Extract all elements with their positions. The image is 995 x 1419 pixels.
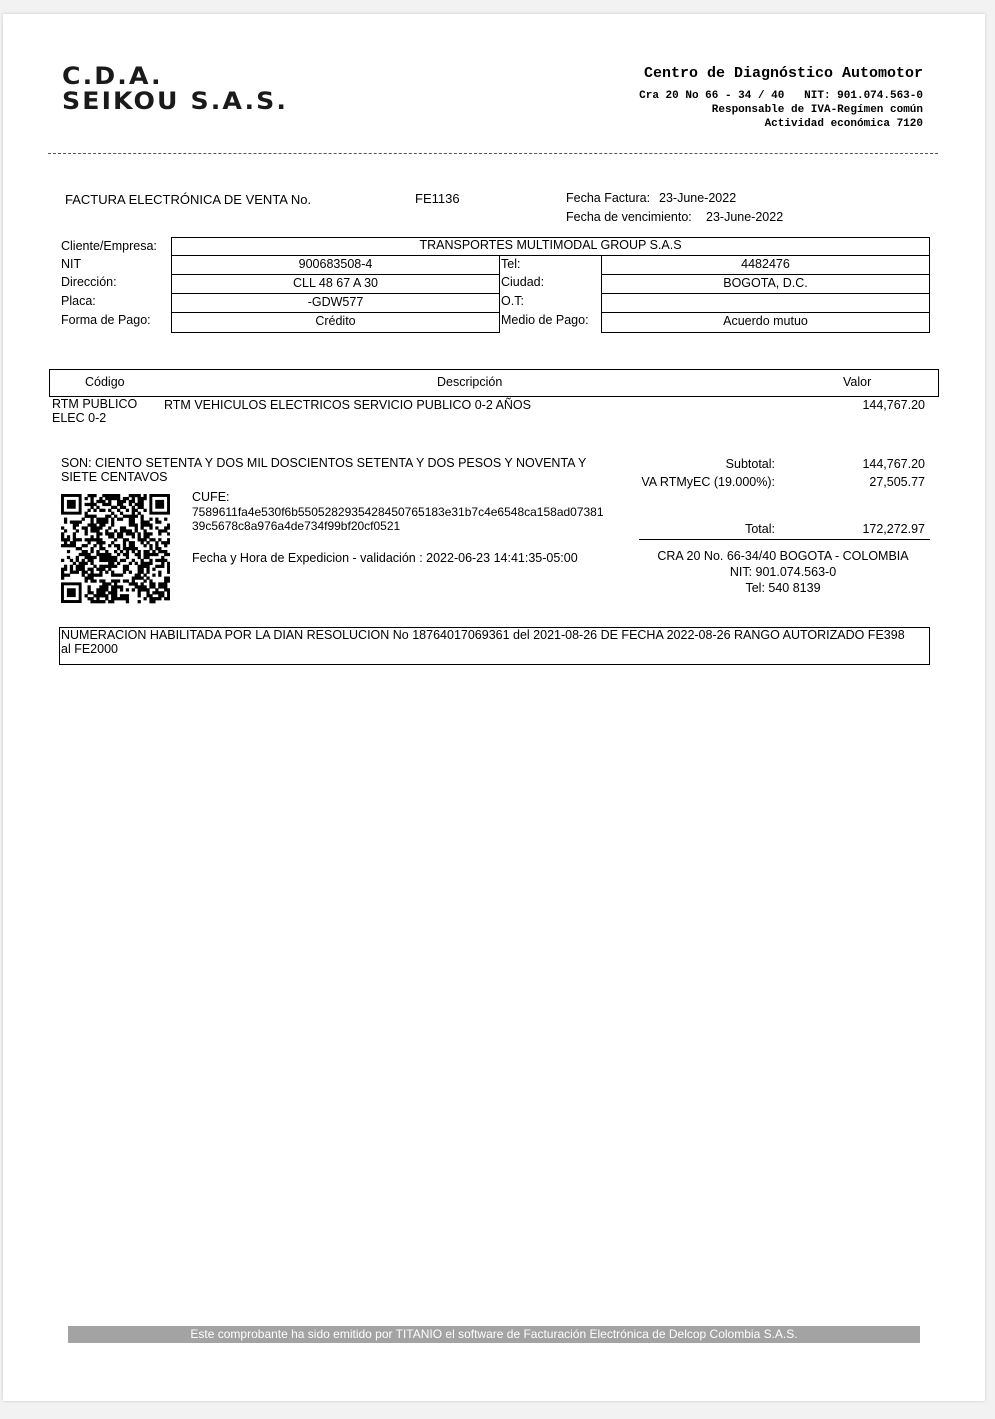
tax-value: 27,505.77 bbox=[869, 475, 925, 489]
qr-code-icon bbox=[61, 494, 170, 604]
client-payment-form-label: Forma de Pago: bbox=[61, 313, 151, 327]
items-header-code: Código bbox=[85, 375, 125, 389]
invoice-due-date: 23-June-2022 bbox=[706, 210, 784, 224]
item-code-line-1: RTM PUBLICO bbox=[52, 397, 138, 411]
client-nit: 900683508-4 bbox=[298, 257, 373, 271]
client-city-label: Ciudad: bbox=[501, 275, 545, 289]
total-value: 172,272.97 bbox=[862, 522, 925, 536]
items-header-description: Descripción bbox=[437, 375, 503, 389]
client-ot-label: O.T: bbox=[501, 294, 524, 308]
client-plate: -GDW577 bbox=[307, 295, 364, 309]
client-right-divider-2 bbox=[601, 293, 930, 294]
client-tel: 4482476 bbox=[741, 257, 790, 271]
invoice-number: FE1136 bbox=[415, 191, 460, 206]
resolution-line-2: al FE2000 bbox=[61, 642, 118, 656]
subtotal-value: 144,767.20 bbox=[862, 457, 925, 471]
invoice-page bbox=[3, 14, 985, 1401]
client-payment-method-label: Medio de Pago: bbox=[501, 313, 589, 327]
amount-words-line-2: SIETE CENTAVOS bbox=[61, 470, 168, 484]
company-address-nit: Cra 20 No 66 - 34 / 40 NIT: 901.074.563-0 bbox=[639, 90, 923, 102]
items-header-value: Valor bbox=[843, 375, 872, 389]
issuer-tel: Tel: 540 8139 bbox=[745, 581, 821, 595]
invoice-date: 23-June-2022 bbox=[659, 191, 737, 205]
total-label: Total: bbox=[745, 522, 775, 536]
client-nit-label: NIT bbox=[61, 257, 82, 271]
expedition-datetime: Fecha y Hora de Expedicion - validación : 2022-06-23 14:41:35-05:00 bbox=[192, 551, 578, 565]
issuer-nit: NIT: 901.074.563-0 bbox=[729, 565, 837, 579]
client-company-label: Cliente/Empresa: bbox=[61, 239, 157, 253]
total-underline bbox=[639, 539, 930, 540]
tax-label: VA RTMyEC (19.000%): bbox=[641, 475, 775, 489]
company-title: Centro de Diagnóstico Automotor bbox=[643, 65, 923, 82]
amount-words-line-1: SON: CIENTO SETENTA Y DOS MIL DOSCIENTOS SETENTA Y DOS PESOS Y NOVENTA Y bbox=[61, 456, 587, 470]
client-address: CLL 48 67 A 30 bbox=[292, 276, 379, 290]
cufe-line-1: 7589611fa4e530f6b5505282935428450765183e31b7c4e6548ca158ad07381 bbox=[192, 505, 604, 519]
client-address-label: Dirección: bbox=[61, 275, 117, 289]
logo-line-2: SEIKOU S.A.S. bbox=[62, 87, 289, 115]
logo-line-1: C.D.A. bbox=[62, 62, 163, 90]
company-logo bbox=[62, 64, 288, 114]
client-plate-label: Placa: bbox=[61, 294, 96, 308]
invoice-due-label: Fecha de vencimiento: bbox=[566, 210, 692, 224]
item-value: 144,767.20 bbox=[862, 398, 925, 412]
cufe-line-2: 39c5678c8a976a4de734f99bf20cf0521 bbox=[192, 519, 401, 533]
footer-banner: Este comprobante ha sido emitido por TITANIO el software de Facturación Electrónica de Delcop Colombia S.A.S. bbox=[68, 1326, 920, 1343]
client-city: BOGOTA, D.C. bbox=[723, 276, 808, 290]
cufe-label: CUFE: bbox=[192, 490, 230, 504]
item-description: RTM VEHICULOS ELECTRICOS SERVICIO PUBLICO 0-2 AÑOS bbox=[164, 398, 531, 412]
issuer-address: CRA 20 No. 66-34/40 BOGOTA - COLOMBIA bbox=[657, 549, 909, 563]
invoice-date-label: Fecha Factura: bbox=[566, 191, 651, 205]
client-payment-form: Crédito bbox=[315, 314, 356, 328]
company-iva: Responsable de IVA-Regímen común bbox=[711, 104, 923, 116]
company-activity: Actividad económica 7120 bbox=[764, 118, 923, 130]
header-divider bbox=[48, 153, 938, 154]
client-company: TRANSPORTES MULTIMODAL GROUP S.A.S bbox=[419, 238, 682, 252]
subtotal-label: Subtotal: bbox=[725, 457, 775, 471]
invoice-label: FACTURA ELECTRÓNICA DE VENTA No. bbox=[65, 192, 312, 207]
item-code-line-2: ELEC 0-2 bbox=[52, 411, 107, 425]
resolution-line-1: NUMERACION HABILITADA POR LA DIAN RESOLUCION No 18764017069361 del 2021-08-26 DE FECHA 2022-08-26 RANGO AUTORIZADO FE398 bbox=[61, 628, 905, 642]
client-tel-label: Tel: bbox=[501, 257, 521, 271]
client-payment-method: Acuerdo mutuo bbox=[723, 314, 808, 328]
